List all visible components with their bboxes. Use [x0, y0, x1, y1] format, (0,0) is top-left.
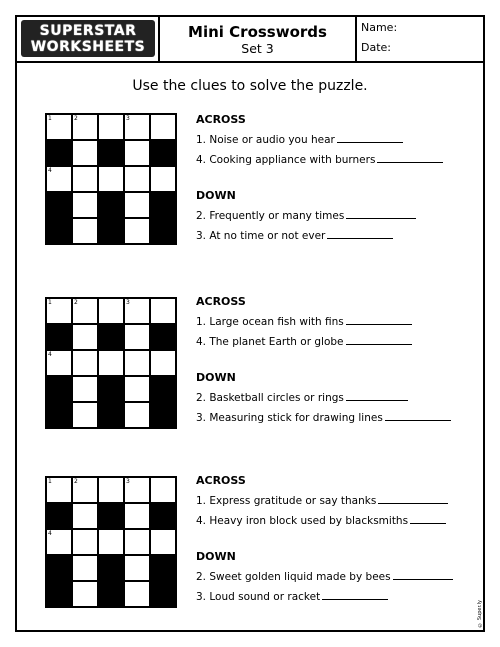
grid-cell[interactable] [124, 218, 150, 244]
grid-cell[interactable] [98, 298, 124, 324]
grid-cell[interactable] [124, 140, 150, 166]
grid-cell[interactable] [124, 402, 150, 428]
answer-blank[interactable] [378, 494, 448, 504]
clue-down-2: 2. Frequently or many times [196, 209, 481, 229]
clues-1 [196, 113, 481, 249]
grid-cell[interactable] [72, 192, 98, 218]
clue-number: 4 [48, 530, 52, 537]
answer-blank[interactable] [346, 335, 412, 345]
grid-cell[interactable] [124, 555, 150, 581]
grid-cell[interactable] [124, 114, 150, 140]
clues-2 [196, 295, 481, 431]
answer-blank[interactable] [327, 229, 393, 239]
grid-cell-black [150, 218, 176, 244]
answer-blank[interactable] [385, 411, 451, 421]
clue-number: 3 [126, 115, 130, 122]
grid-cell[interactable] [72, 350, 98, 376]
grid-cell[interactable] [150, 114, 176, 140]
name-label: Name: [361, 21, 398, 34]
grid-cell[interactable] [72, 218, 98, 244]
answer-blank[interactable] [393, 570, 453, 580]
grid-cell[interactable] [72, 581, 98, 607]
grid-cell-black [98, 402, 124, 428]
grid-cell-black [98, 376, 124, 402]
grid-cell[interactable] [72, 402, 98, 428]
grid-cell[interactable] [46, 350, 72, 376]
clue-down-3: 3. Loud sound or racket [196, 590, 481, 610]
grid-cell[interactable] [98, 529, 124, 555]
logo-line-2: WORKSHEETS [30, 38, 146, 55]
grid-cell[interactable] [72, 166, 98, 192]
grid-cell-black [46, 581, 72, 607]
down-heading: DOWN [196, 550, 236, 563]
grid-cell[interactable] [124, 477, 150, 503]
grid-cell[interactable] [124, 376, 150, 402]
instructions: Use the clues to solve the puzzle. [132, 78, 368, 94]
grid-cell-black [98, 218, 124, 244]
title-box [160, 17, 355, 61]
clue-down-3: 3. Measuring stick for drawing lines [196, 411, 481, 431]
grid-cell[interactable] [98, 166, 124, 192]
grid-cell[interactable] [72, 529, 98, 555]
grid-cell[interactable] [124, 350, 150, 376]
clue-number: 2 [74, 299, 78, 306]
grid-cell-black [98, 140, 124, 166]
grid-cell[interactable] [46, 529, 72, 555]
clue-number: 1 [48, 299, 52, 306]
grid-cell-black [46, 555, 72, 581]
clue-number: 3 [126, 478, 130, 485]
grid-cell[interactable] [124, 324, 150, 350]
clue-across-1: 1. Express gratitude or say thanks [196, 494, 481, 514]
grid-cell[interactable] [150, 166, 176, 192]
clue-number: 1 [48, 115, 52, 122]
grid-cell-black [150, 581, 176, 607]
grid-cell[interactable] [46, 477, 72, 503]
header-divider [355, 17, 357, 61]
grid-cell[interactable] [72, 376, 98, 402]
clue-down-3: 3. At no time or not ever [196, 229, 481, 249]
grid-cell[interactable] [72, 555, 98, 581]
grid-cell[interactable] [72, 114, 98, 140]
grid-cell-black [46, 324, 72, 350]
grid-cell-black [98, 503, 124, 529]
page-title: Mini Crosswords [188, 23, 327, 41]
grid-cell[interactable] [150, 477, 176, 503]
grid-cell[interactable] [72, 477, 98, 503]
clue-across-4: 4. The planet Earth or globe [196, 335, 481, 355]
grid-cell[interactable] [46, 166, 72, 192]
grid-cell[interactable] [72, 298, 98, 324]
across-heading: ACROSS [196, 113, 246, 126]
grid-cell-black [150, 140, 176, 166]
clue-number: 4 [48, 167, 52, 174]
grid-cell[interactable] [72, 140, 98, 166]
grid-cell[interactable] [124, 503, 150, 529]
date-label: Date: [361, 41, 391, 54]
clue-number: 2 [74, 115, 78, 122]
across-heading: ACROSS [196, 295, 246, 308]
clues-3 [196, 474, 481, 610]
grid-cell[interactable] [46, 298, 72, 324]
grid-cell-black [98, 581, 124, 607]
grid-cell-black [98, 192, 124, 218]
clue-down-2: 2. Basketball circles or rings [196, 391, 481, 411]
grid-cell[interactable] [124, 529, 150, 555]
grid-cell[interactable] [72, 324, 98, 350]
grid-cell[interactable] [150, 298, 176, 324]
clue-across-4: 4. Cooking appliance with burners [196, 153, 481, 173]
grid-cell[interactable] [72, 503, 98, 529]
worksheet-header [17, 17, 483, 63]
crossword-grid-1 [45, 113, 177, 245]
grid-cell-black [150, 503, 176, 529]
grid-cell-black [46, 192, 72, 218]
grid-cell[interactable] [98, 477, 124, 503]
worksheet-frame [15, 15, 485, 632]
down-heading: DOWN [196, 189, 236, 202]
clue-across-4: 4. Heavy iron block used by blacksmiths [196, 514, 481, 534]
clue-number: 2 [74, 478, 78, 485]
grid-cell-black [150, 192, 176, 218]
grid-cell[interactable] [98, 350, 124, 376]
clue-number: 1 [48, 478, 52, 485]
answer-blank[interactable] [346, 391, 408, 401]
grid-cell[interactable] [124, 166, 150, 192]
answer-blank[interactable] [346, 315, 412, 325]
answer-blank[interactable] [377, 153, 443, 163]
answer-blank[interactable] [410, 514, 446, 524]
across-heading: ACROSS [196, 474, 246, 487]
page-subtitle: Set 3 [241, 41, 274, 56]
grid-cell[interactable] [98, 114, 124, 140]
answer-blank[interactable] [337, 133, 403, 143]
grid-cell[interactable] [124, 298, 150, 324]
grid-cell-black [46, 140, 72, 166]
grid-cell-black [46, 218, 72, 244]
grid-cell[interactable] [46, 114, 72, 140]
answer-blank[interactable] [322, 590, 388, 600]
grid-cell[interactable] [150, 529, 176, 555]
logo-line-1: SUPERSTAR [39, 22, 137, 39]
grid-cell-black [150, 402, 176, 428]
superstar-worksheets-logo [21, 20, 155, 57]
grid-cell[interactable] [150, 350, 176, 376]
crossword-grid-3 [45, 476, 177, 608]
grid-cell[interactable] [124, 192, 150, 218]
grid-cell-black [46, 402, 72, 428]
clue-across-1: 1. Noise or audio you hear [196, 133, 481, 153]
grid-cell-black [46, 503, 72, 529]
grid-cell-black [46, 376, 72, 402]
copyright-note: © Super.ly [477, 600, 483, 628]
clue-down-2: 2. Sweet golden liquid made by bees [196, 570, 481, 590]
answer-blank[interactable] [346, 209, 416, 219]
crossword-grid-2 [45, 297, 177, 429]
grid-cell-black [98, 324, 124, 350]
grid-cell-black [150, 324, 176, 350]
clue-across-1: 1. Large ocean fish with fins [196, 315, 481, 335]
clue-number: 4 [48, 351, 52, 358]
down-heading: DOWN [196, 371, 236, 384]
grid-cell[interactable] [124, 581, 150, 607]
grid-cell-black [150, 555, 176, 581]
grid-cell-black [150, 376, 176, 402]
clue-number: 3 [126, 299, 130, 306]
grid-cell-black [98, 555, 124, 581]
